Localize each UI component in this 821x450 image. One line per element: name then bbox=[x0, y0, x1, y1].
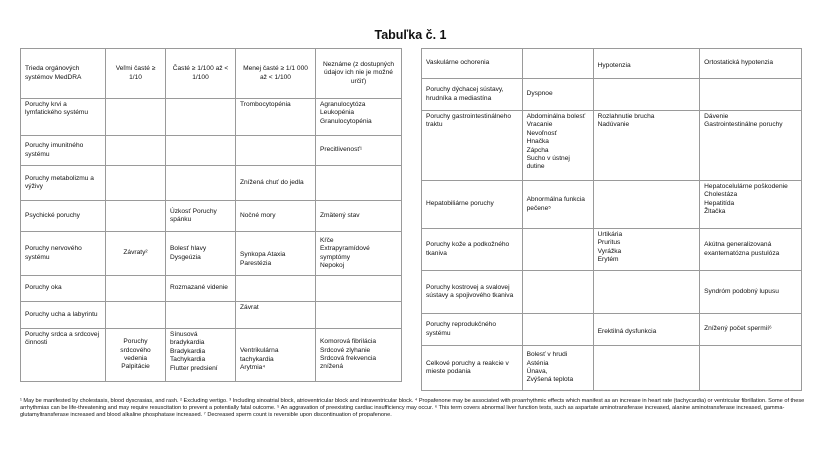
table-cell bbox=[593, 271, 700, 314]
table-cell: Erektilná dysfunkcia bbox=[593, 314, 700, 346]
table-cell: Poruchy gastrointestinálneho traktu bbox=[422, 111, 523, 181]
table-row bbox=[422, 229, 802, 271]
table-cell: Abnormálna funkcia pečene⁵ bbox=[522, 181, 593, 229]
table-cell: Poruchy kostrovej a svalovej sústavy a spojivového tkaniva bbox=[422, 271, 523, 314]
table-cell: Rozmazané videnie bbox=[166, 276, 236, 302]
footnotes: ¹ May be manifested by cholestasis, blood dyscrasias, and rash. ² Excluding vertigo. ³ Including sinoatrial block, atrioventricular block and intraventricular block. ⁴ Propafenone may be associated with proarrhythmic effects which manifest as an increase in heart rate (tachycardia) or ventricular fibrillation. Some of these arrhythmias can be life-threatening and may require resuscitation to prevent a potentially fatal outcome. ⁵ An aggravation of preexisting cardiac insufficiency may occur. ⁶ This term covers abnormal liver function tests, such as aspartate aminotransferase increased, alanine aminotransferase increased, gamma-glutamyltransferase increased and blood alkaline phosphatase increased. ⁷ Decreased sperm count is reversible upon discontinuation of propafenone. bbox=[20, 398, 805, 419]
left-table-header-row bbox=[21, 49, 402, 99]
table-cell: Bolesť v hrudi Asténia Únava, Zvýšená teplota bbox=[522, 346, 593, 391]
table-cell: Hepatobiliárne poruchy bbox=[422, 181, 523, 229]
table-cell: Poruchy oka bbox=[21, 276, 106, 302]
table-row bbox=[21, 276, 402, 302]
header-cell: Menej časté ≥ 1/1 000 až < 1/100 bbox=[236, 49, 316, 99]
table-cell: Komorová fibrilácia Srdcové zlyhanie Srdcová frekvencia znížená bbox=[316, 329, 402, 382]
table-row bbox=[422, 346, 802, 391]
table-title: Tabuľka č. 1 bbox=[374, 28, 447, 42]
table-cell: Poruchy imunitného systému bbox=[21, 136, 106, 166]
table-cell: Úzkosť Poruchy spánku bbox=[166, 201, 236, 232]
table-cell: Poruchy dýchacej sústavy, hrudníka a mediastína bbox=[422, 79, 523, 111]
table-cell: Dávenie Gastrointestinálne poruchy bbox=[700, 111, 802, 181]
table-cell: Poruchy ucha a labyrintu bbox=[21, 302, 106, 329]
table-cell: Agranulocytóza Leukopénia Granulocytopénia bbox=[316, 99, 402, 136]
table-cell bbox=[166, 136, 236, 166]
table-cell: Urtikária Pruritus Vyrážka Erytém bbox=[593, 229, 700, 271]
table-cell: Závraty² bbox=[106, 232, 166, 276]
table-cell bbox=[106, 136, 166, 166]
header-cell: Trieda orgánových systémov MedDRA bbox=[21, 49, 106, 99]
table-row bbox=[21, 99, 402, 136]
table-cell: Znížený počet spermií⁶ bbox=[700, 314, 802, 346]
table-cell bbox=[166, 99, 236, 136]
table-row bbox=[422, 111, 802, 181]
table-cell: Trombocytopénia bbox=[236, 99, 316, 136]
table-cell: Hepatocelulárne poškodenie Cholestáza Hepatitída Žltačka bbox=[700, 181, 802, 229]
table-row bbox=[21, 302, 402, 329]
table-cell: Poruchy metabolizmu a výživy bbox=[21, 166, 106, 201]
table-cell bbox=[522, 314, 593, 346]
table-cell bbox=[316, 166, 402, 201]
header-cell: Časté ≥ 1/100 až < 1/100 bbox=[166, 49, 236, 99]
table-cell bbox=[700, 346, 802, 391]
table-cell bbox=[236, 136, 316, 166]
table-row bbox=[422, 181, 802, 229]
table-cell: Psychické poruchy bbox=[21, 201, 106, 232]
table-cell: Kŕče Extrapyramídové symptómy Nepokoj bbox=[316, 232, 402, 276]
table-cell bbox=[106, 166, 166, 201]
table-cell: Závrat bbox=[236, 302, 316, 329]
table-cell: Poruchy reprodukčného systému bbox=[422, 314, 523, 346]
header-cell: Neznáme (z dostupných údajov ich nie je možné určiť) bbox=[316, 49, 402, 99]
right-adverse-reactions-table bbox=[421, 48, 802, 391]
table-cell bbox=[166, 302, 236, 329]
header-cell: Ortostatická hypotenzia bbox=[700, 49, 802, 79]
table-cell bbox=[593, 346, 700, 391]
table-cell: Abdominálna bolesť Vracanie Nevoľnosť Hnačka Zápcha Sucho v ústnej dutine bbox=[522, 111, 593, 181]
table-row bbox=[21, 166, 402, 201]
table-cell: Ventrikulárna tachykardia Arytmia⁴ bbox=[236, 329, 316, 382]
table-cell: Bolesť hlavy Dysgeúzia bbox=[166, 232, 236, 276]
table-cell bbox=[700, 79, 802, 111]
table-cell bbox=[106, 276, 166, 302]
table-cell: Poruchy srdcového vedenia Palpitácie bbox=[106, 329, 166, 382]
table-cell bbox=[316, 302, 402, 329]
table-cell: Znížená chuť do jedla bbox=[236, 166, 316, 201]
table-cell: Sínusová bradykardia Bradykardia Tachykardia Flutter predsiení bbox=[166, 329, 236, 382]
header-cell: Hypotenzia bbox=[593, 49, 700, 79]
table-cell bbox=[522, 271, 593, 314]
table-cell: Poruchy srdca a srdcovej činnosti bbox=[21, 329, 106, 382]
table-cell bbox=[593, 181, 700, 229]
table-cell: Precitlivenosť¹ bbox=[316, 136, 402, 166]
table-cell bbox=[106, 201, 166, 232]
table-cell bbox=[522, 229, 593, 271]
table-cell bbox=[106, 99, 166, 136]
table-cell: Rozlahnutie brucha Nadúvanie bbox=[593, 111, 700, 181]
right-table-header-row bbox=[422, 49, 802, 79]
table-cell: Zmätený stav bbox=[316, 201, 402, 232]
table-cell: Nočné mory bbox=[236, 201, 316, 232]
left-adverse-reactions-table bbox=[20, 48, 402, 382]
table-cell: Poruchy kože a podkožného tkaniva bbox=[422, 229, 523, 271]
table-cell: Synkopa Ataxia Parestézia bbox=[236, 232, 316, 276]
table-row bbox=[21, 232, 402, 276]
header-cell bbox=[522, 49, 593, 79]
table-row bbox=[422, 271, 802, 314]
table-row bbox=[21, 201, 402, 232]
header-cell: Vaskulárne ochorenia bbox=[422, 49, 523, 79]
table-row bbox=[422, 314, 802, 346]
table-cell: Celkové poruchy a reakcie v mieste podania bbox=[422, 346, 523, 391]
table-row bbox=[21, 329, 402, 382]
table-cell bbox=[166, 166, 236, 201]
table-cell bbox=[106, 302, 166, 329]
table-cell bbox=[593, 79, 700, 111]
table-row bbox=[422, 79, 802, 111]
table-cell: Syndróm podobný lupusu bbox=[700, 271, 802, 314]
table-cell: Akútna generalizovaná exantematózna pustulóza bbox=[700, 229, 802, 271]
table-cell bbox=[316, 276, 402, 302]
table-cell: Dyspnoe bbox=[522, 79, 593, 111]
header-cell: Veľmi časté ≥ 1/10 bbox=[106, 49, 166, 99]
table-row bbox=[21, 136, 402, 166]
table-cell bbox=[236, 276, 316, 302]
table-cell: Poruchy nervového systému bbox=[21, 232, 106, 276]
table-cell: Poruchy krvi a lymfatického systému bbox=[21, 99, 106, 136]
